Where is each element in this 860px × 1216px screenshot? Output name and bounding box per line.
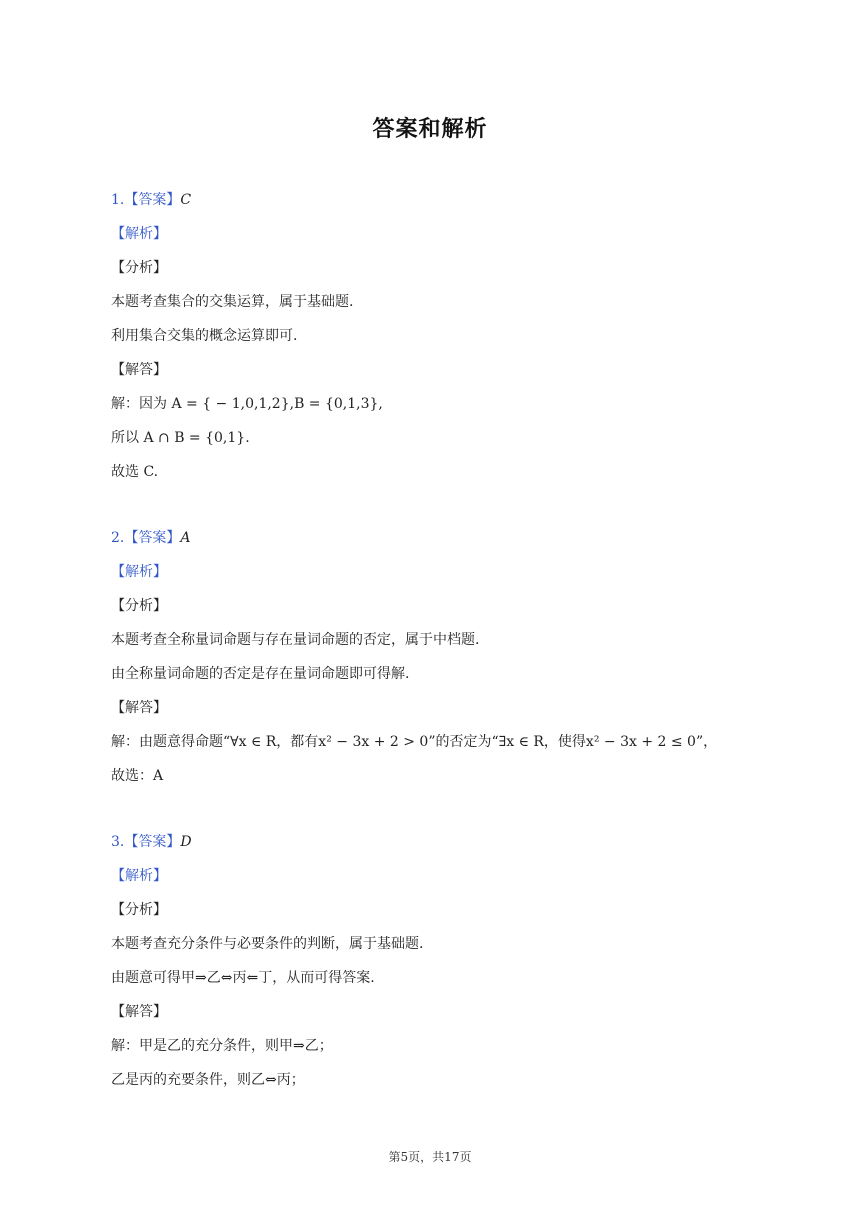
q2-answer-line — [111, 528, 190, 548]
q3-fenxi-line-1: 本题考查充分条件与必要条件的判断，属于基础题. — [111, 936, 424, 952]
q1-number: 1. — [111, 192, 125, 208]
q2-jieda-line-2: 故选：A — [111, 768, 164, 784]
q3-fenxi-line-2: 由题意可得甲⇒乙⇔丙⇐丁，从而可得答案. — [111, 970, 375, 986]
q1-jiexi-label: 【解析】 — [111, 226, 167, 242]
q3-number: 3. — [111, 834, 125, 850]
q3-fenxi-label: 【分析】 — [111, 902, 167, 918]
q3-answer-tag: 【答案】 — [124, 834, 181, 850]
q2-fenxi-line-1: 本题考查全称量词命题与存在量词命题的否定，属于中档题. — [111, 632, 480, 648]
q1-fenxi-label: 【分析】 — [111, 260, 167, 276]
q2-jieda-line-1: 解：由题意得命题“∀x ∈ R，都有x² − 3x + 2 > 0”的否定为“∃x ∈ R，使得x² − 3x + 2 ≤ 0”， — [111, 734, 718, 750]
q1-fenxi-line-1: 本题考查集合的交集运算，属于基础题. — [111, 294, 354, 310]
q1-fenxi-line-2: 利用集合交集的概念运算即可. — [111, 328, 298, 344]
q1-jieda-label: 【解答】 — [111, 362, 167, 378]
q2-fenxi-line-2: 由全称量词命题的否定是存在量词命题即可得解. — [111, 666, 410, 682]
q3-jieda-line-1: 解：甲是乙的充分条件，则甲⇒乙； — [111, 1038, 333, 1054]
q2-jiexi-label: 【解析】 — [111, 564, 167, 580]
q2-answer-value: A — [180, 530, 191, 546]
q3-answer-value: D — [180, 834, 192, 850]
q2-answer-tag: 【答案】 — [124, 530, 181, 546]
page-title: 答案和解析 — [372, 117, 488, 142]
q1-jieda-line-1: 解：因为 A = { − 1,0,1,2},B = {0,1,3}, — [111, 396, 383, 412]
q2-number: 2. — [111, 530, 125, 546]
q3-jieda-line-2: 乙是丙的充要条件，则乙⇔丙； — [111, 1072, 305, 1088]
q3-jieda-label: 【解答】 — [111, 1004, 167, 1020]
page-footer: 第5页，共17页 — [388, 1150, 472, 1164]
q1-answer-tag: 【答案】 — [124, 192, 181, 208]
q3-jiexi-label: 【解析】 — [111, 868, 167, 884]
q1-answer-value: C — [180, 192, 192, 208]
q2-fenxi-label: 【分析】 — [111, 598, 167, 614]
q1-jieda-line-2: 所以 A ∩ B = {0,1}. — [111, 430, 250, 446]
q3-answer-line — [111, 832, 192, 852]
q1-answer-line — [111, 190, 191, 210]
q1-jieda-line-3: 故选 C. — [111, 464, 159, 480]
q2-jieda-label: 【解答】 — [111, 700, 167, 716]
